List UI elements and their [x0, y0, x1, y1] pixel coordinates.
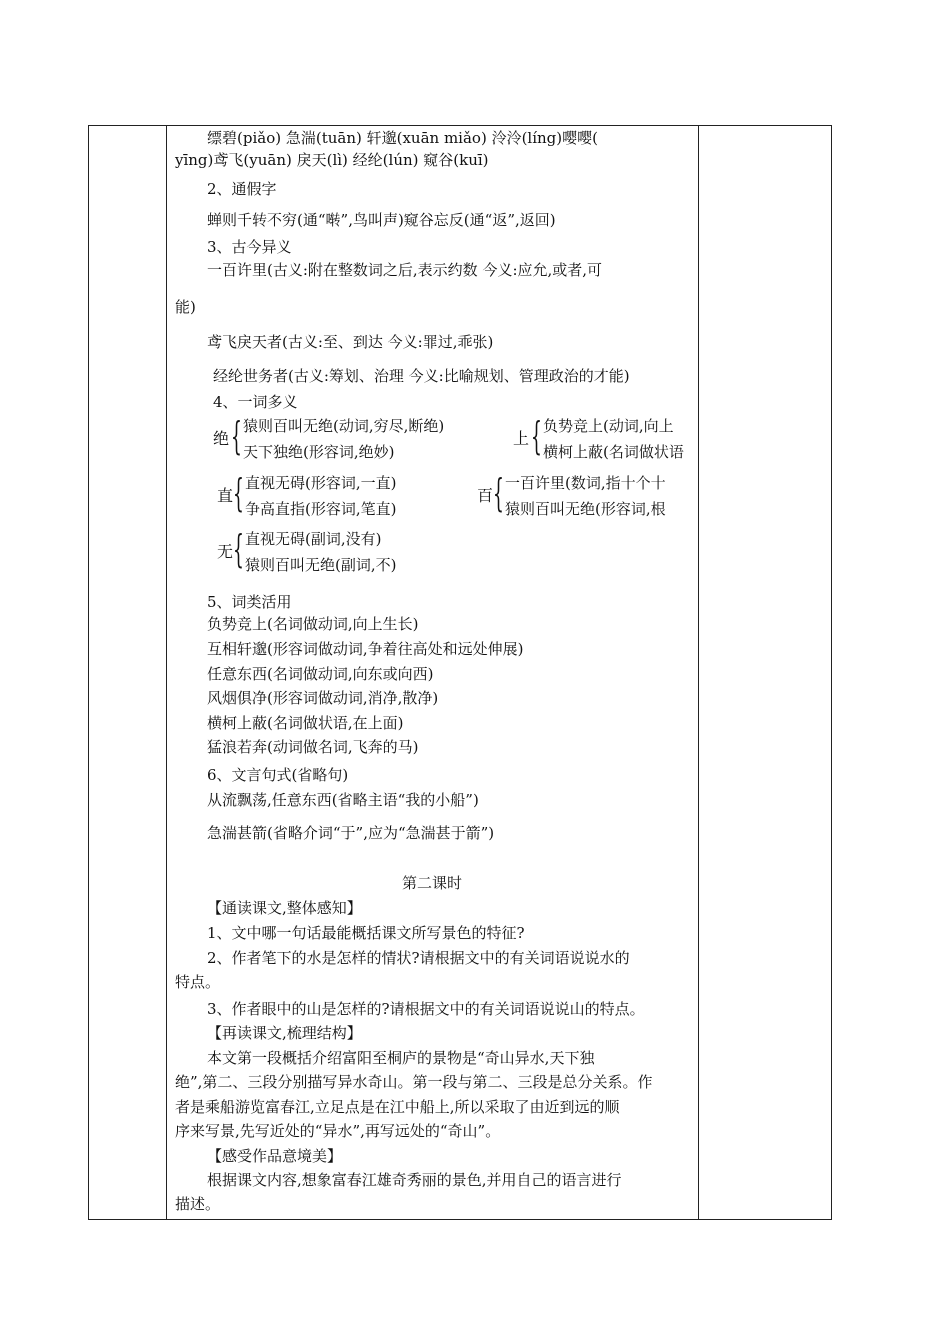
yici-shang-item-1: 负势竞上(动词,向上 [543, 417, 674, 435]
cilei-item: 横柯上蔽(名词做状语,在上面) [207, 714, 404, 732]
cilei-heading: 5、词类活用 [207, 593, 292, 611]
yici-char-zhi: 直 [217, 486, 234, 505]
jushi-line-2: 急湍甚箭(省略介词“于”,应为“急湍甚于箭”) [207, 824, 495, 842]
cilei-item: 任意东西(名词做动词,向东或向西) [207, 665, 434, 683]
jushi-line-1: 从流飘荡,任意东西(省略主语“我的小船”) [207, 791, 479, 809]
lesson2-heading-2: 【再读课文,梳理结构】 [207, 1024, 362, 1042]
gujin-line-1a: 一百许里(古义:附在整数词之后,表示约数 今义:应允,或者,可 [207, 261, 603, 279]
column-divider-right [698, 126, 699, 1219]
lesson2-title: 第二课时 [401, 874, 462, 892]
yici-zhi-item-1: 直视无碍(形容词,一直) [245, 474, 397, 492]
gujin-line-3: 经纶世务者(古义:筹划、治理 今义:比喻规划、管理政治的才能) [213, 367, 630, 385]
gujin-line-2: 鸢飞戾天者(古义:至、到达 今义:罪过,乖张) [207, 333, 494, 351]
lesson2-para-line: 描述。 [175, 1195, 221, 1213]
yici-shang-item-2: 横柯上蔽(名词做状语 [543, 443, 684, 461]
lesson2-para-line: 绝”,第二、三段分别描写异水奇山。第一段与第二、三段是总分关系。作 [175, 1073, 653, 1091]
jushi-heading: 6、文言句式(省略句) [207, 766, 349, 784]
lesson2-question-1: 1、文中哪一句话最能概括课文所写景色的特征? [207, 924, 525, 942]
lesson2-question-3: 3、作者眼中的山是怎样的?请根据文中的有关词语说说山的特点。 [207, 1000, 645, 1018]
lesson-table [88, 125, 832, 1220]
gujin-heading: 3、古今异义 [207, 238, 292, 256]
yici-char-bai: 百 [477, 486, 494, 505]
pronunciation-line-2: yīng)鸢飞(yuān) 戾天(lì) 经纶(lún) 窥谷(kuī) [175, 151, 489, 169]
yici-char-jue: 绝 [213, 429, 230, 448]
yici-bai-item-1: 一百许里(数词,指十个十 [505, 474, 666, 492]
lesson2-question-2b: 特点。 [175, 973, 221, 991]
brace-wu: { [233, 527, 244, 571]
tongjia-heading: 2、通假字 [207, 180, 277, 198]
lesson2-para-line: 根据课文内容,想象富春江雄奇秀丽的景色,并用自己的语言进行 [207, 1171, 622, 1189]
lesson2-heading-3: 【感受作品意境美】 [207, 1147, 343, 1165]
lesson2-heading-1: 【通读课文,整体感知】 [207, 899, 362, 917]
cilei-item: 风烟俱净(形容词做动词,消净,散净) [207, 689, 439, 707]
brace-zhi: { [233, 471, 244, 515]
yici-zhi-item-2: 争高直指(形容词,笔直) [245, 500, 397, 518]
brace-bai: { [493, 471, 504, 515]
lesson2-para-line: 序来写景,先写近处的“异水”,再写远处的“奇山”。 [175, 1122, 501, 1140]
pronunciation-line-1: 缥碧(piǎo) 急湍(tuān) 轩邈(xuān miǎo) 泠泠(líng)嘤嘤( [207, 129, 598, 147]
yici-char-shang: 上 [513, 429, 530, 448]
cilei-item: 负势竞上(名词做动词,向上生长) [207, 615, 419, 633]
yici-wu-item-2: 猿则百叫无绝(副词,不) [245, 556, 397, 574]
cilei-item: 猛浪若奔(动词做名词,飞奔的马) [207, 738, 419, 756]
cilei-item: 互相轩邈(形容词做动词,争着往高处和远处伸展) [207, 640, 524, 658]
yici-heading: 4、一词多义 [213, 393, 298, 411]
yici-jue-item-2: 天下独绝(形容词,绝妙) [243, 443, 395, 461]
gujin-line-1b: 能) [175, 298, 196, 316]
lesson2-para-line: 者是乘船游览富春江,立足点是在江中船上,所以采取了由近到远的顺 [175, 1098, 620, 1116]
main-content-column [167, 126, 697, 1219]
yici-bai-item-2: 猿则百叫无绝(形容词,根 [505, 500, 666, 518]
brace-jue: { [231, 414, 242, 458]
yici-wu-item-1: 直视无碍(副词,没有) [245, 530, 382, 548]
yici-jue-item-1: 猿则百叫无绝(动词,穷尽,断绝) [243, 417, 445, 435]
lesson2-question-2a: 2、作者笔下的水是怎样的情状?请根据文中的有关词语说说水的 [207, 949, 630, 967]
brace-shang: { [531, 414, 542, 458]
lesson2-para-line: 本文第一段概括介绍富阳至桐庐的景物是“奇山异水,天下独 [207, 1049, 595, 1067]
tongjia-line: 蝉则千转不穷(通“啭”,鸟叫声)窥谷忘反(通“返”,返回) [207, 211, 556, 229]
yici-char-wu: 无 [217, 542, 234, 561]
